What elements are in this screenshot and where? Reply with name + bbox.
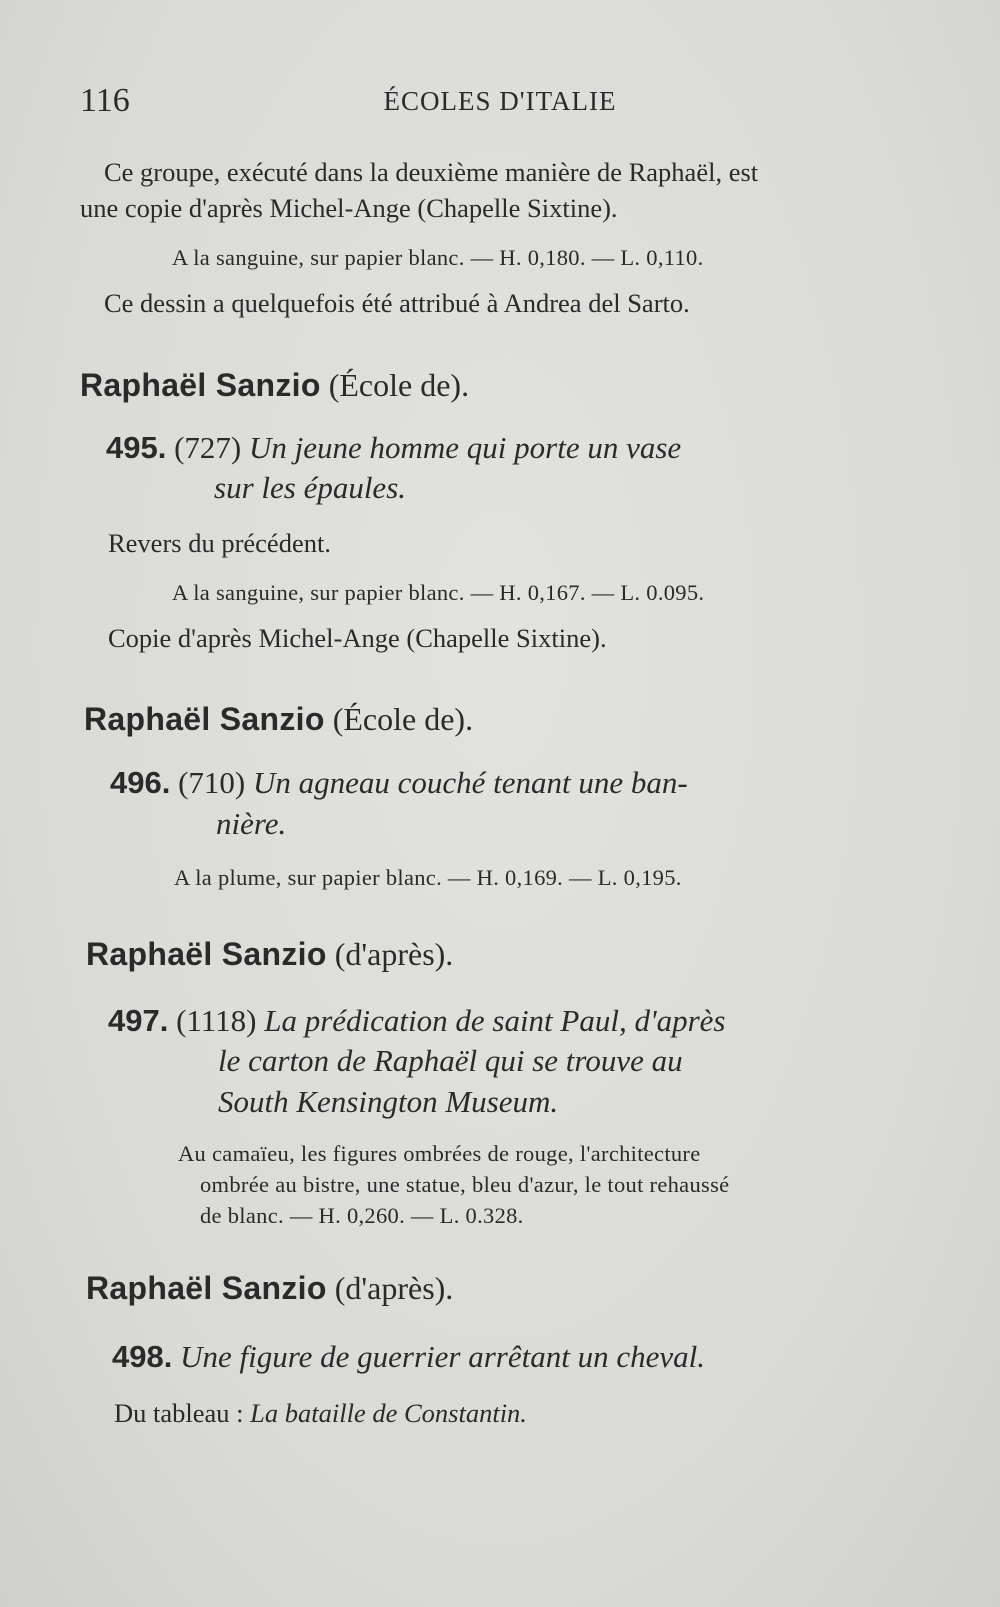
entry-title-line [110, 765, 688, 801]
artist-heading [86, 1270, 453, 1307]
description-line: de blanc. — H. 0,260. — L. 0.328. [200, 1203, 524, 1228]
artist-attribution: (d'après). [334, 1270, 454, 1306]
inventory-number: (727) [174, 430, 242, 465]
entry-title-line [108, 1003, 725, 1039]
entry-title-line [214, 470, 406, 506]
paragraph-line: Ce groupe, exécuté dans la deuxième manière de Raphaël, est [104, 157, 759, 187]
running-title: ÉCOLES D'ITALIE [383, 86, 617, 116]
inventory-number: (710) [178, 765, 246, 800]
entry-title: Une figure de guerrier arrêtant un cheval. [180, 1339, 705, 1374]
artist-attribution: (École de). [328, 367, 470, 403]
artist-name: Raphaël Sanzio [84, 701, 325, 737]
artist-attribution: (d'après). [334, 936, 454, 972]
technique-line: A la sanguine, sur papier blanc. — H. 0,180. — L. 0,110. [172, 245, 704, 270]
paragraph-line: une copie d'après Michel-Ange (Chapelle Sixtine). [80, 193, 618, 223]
entry-number: 497. [108, 1003, 169, 1038]
technique-line: A la plume, sur papier blanc. — H. 0,169. — L. 0,195. [174, 865, 682, 890]
entry-title-line [106, 430, 681, 466]
inventory-number: (1118) [176, 1003, 257, 1038]
artist-heading [80, 367, 469, 404]
page-number: 116 [80, 82, 130, 119]
entry-title-line [216, 806, 286, 842]
entry-number: 495. [106, 430, 167, 465]
entry-title-cont: le carton de Raphaël qui se trouve au [218, 1043, 683, 1078]
entry-number: 498. [112, 1339, 173, 1374]
entry-title-line [112, 1339, 705, 1375]
entry-title-cont: nière. [216, 806, 287, 841]
artist-attribution: (École de). [332, 701, 474, 737]
source-title: La bataille de Constantin. [250, 1398, 527, 1428]
artist-name: Raphaël Sanzio [86, 936, 327, 972]
artist-heading [84, 701, 473, 738]
note-line: Ce dessin a quelquefois été attribué à Andrea del Sarto. [104, 288, 690, 318]
entry-title-line [218, 1043, 683, 1079]
note-line: Copie d'après Michel-Ange (Chapelle Sixtine). [108, 623, 607, 653]
source-prefix: Du tableau : [114, 1398, 244, 1428]
entry-title: Un agneau couché tenant une ban- [253, 765, 688, 800]
entry-title: La prédication de saint Paul, d'après [264, 1003, 726, 1038]
source-line [114, 1398, 527, 1429]
entry-title: Un jeune homme qui porte un vase [249, 430, 682, 465]
artist-name: Raphaël Sanzio [86, 1270, 327, 1306]
description-line: Au camaïeu, les figures ombrées de rouge, l'architecture [178, 1141, 701, 1166]
note-line: Revers du précédent. [108, 528, 331, 558]
entry-title-cont: sur les épaules. [214, 470, 407, 505]
artist-heading [86, 936, 453, 973]
entry-number: 496. [110, 765, 171, 800]
artist-name: Raphaël Sanzio [80, 367, 321, 403]
entry-title-line [218, 1084, 558, 1120]
entry-title-cont: South Kensington Museum. [218, 1084, 559, 1119]
technique-line: A la sanguine, sur papier blanc. — H. 0,167. — L. 0.095. [172, 580, 705, 605]
description-line: ombrée au bistre, une statue, bleu d'azur, le tout rehaussé [200, 1172, 730, 1197]
